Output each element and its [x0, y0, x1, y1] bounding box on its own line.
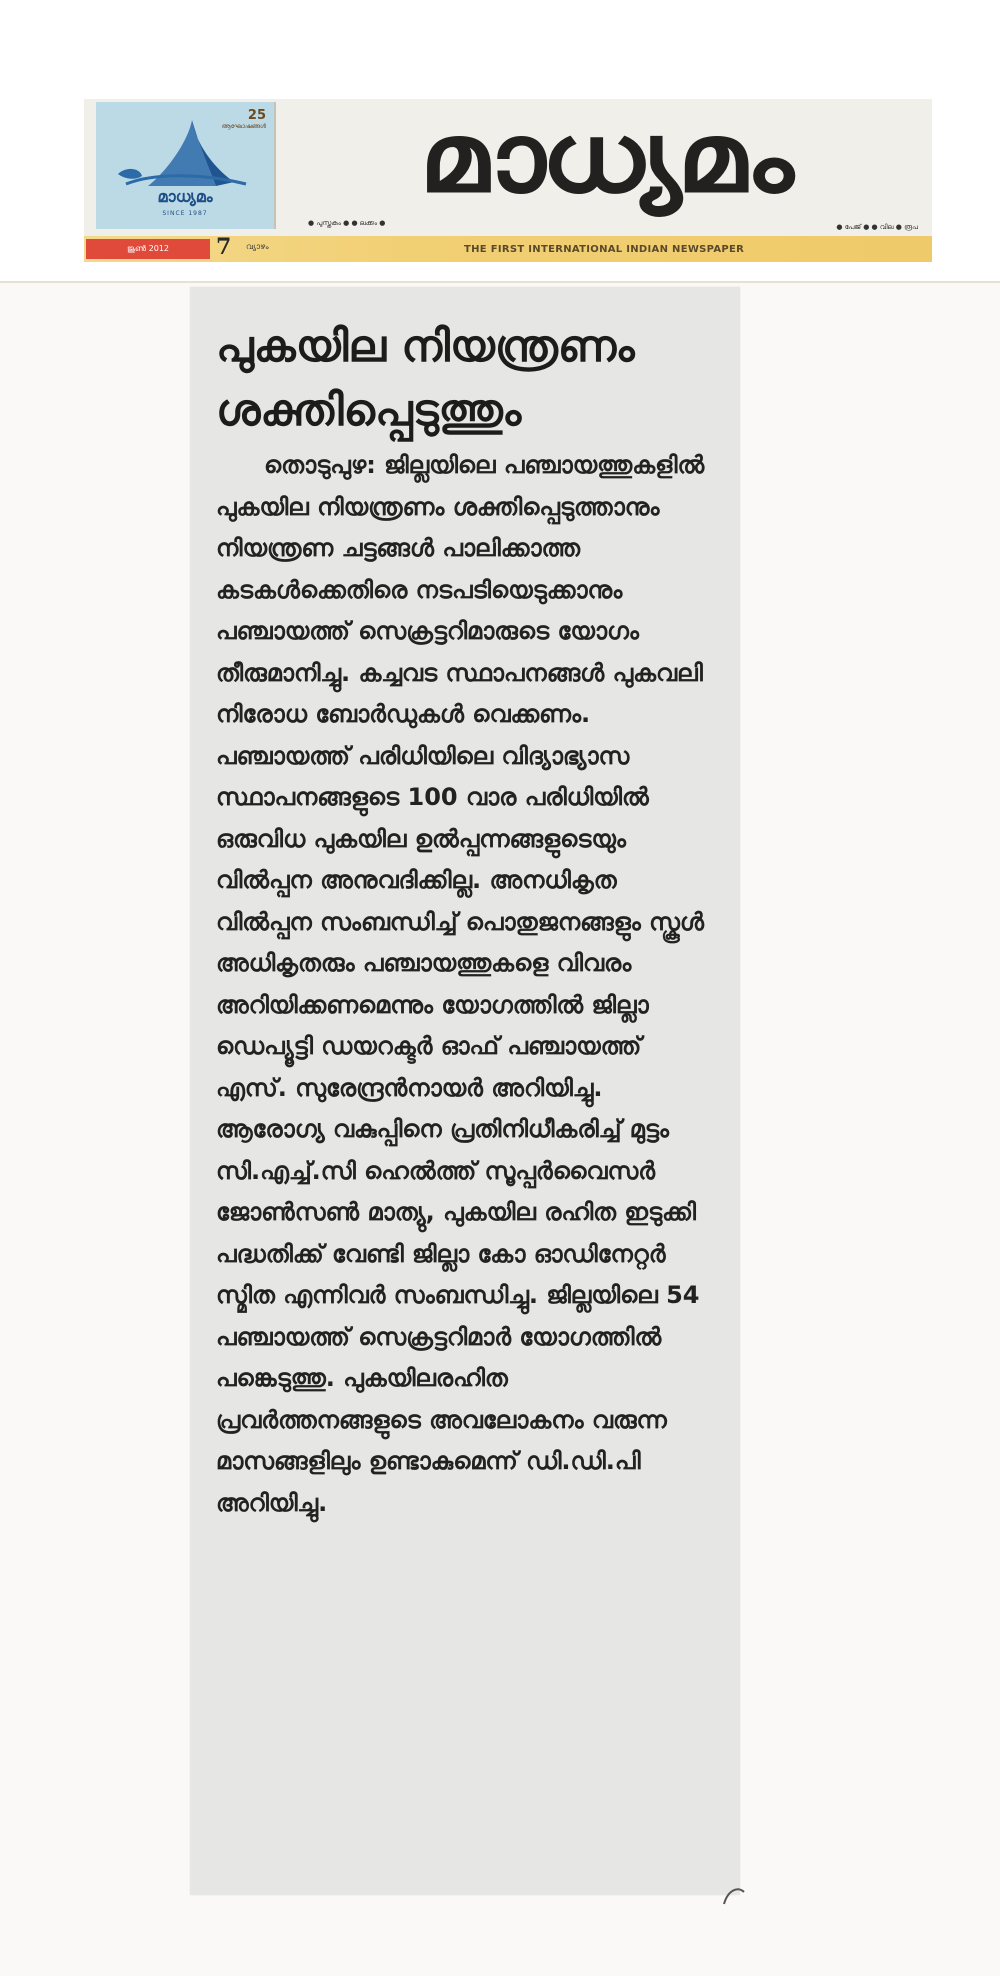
anniversary-number: 25: [247, 108, 266, 123]
issue-day: വ്യാഴം: [246, 242, 269, 251]
issue-date: ജൂൺ 2012: [86, 239, 210, 259]
pen-mark-icon: [720, 1880, 750, 1910]
masthead-tagline: THE FIRST INTERNATIONAL INDIAN NEWSPAPER: [464, 244, 745, 255]
news-clipping: [190, 287, 740, 1895]
article-body-paragraph: [216, 445, 714, 1524]
article-body-text: തൊടുപുഴ: ജില്ലയിലെ പഞ്ചായത്തുകളിൽ പുകയില നിയന്ത്രണം ശക്തിപ്പെടുത്താനും നിയന്ത്രണ ചട്ടങ്ങൾ പാലിക്കാത്ത കടകൾക്കെതിരെ നടപടിയെടുക്കാനും പഞ്ചായത്ത് സെക്രട്ടറിമാരുടെ യോഗം തീരുമാനിച്ചു. കച്ചവട സ്ഥാപനങ്ങൾ പുകവലി നിരോധ ബോർഡുകൾ വെക്കണം. പഞ്ചായത്ത് പരിധിയിലെ വിദ്യാഭ്യാസ സ്ഥാപനങ്ങളുടെ 100 വാര പരിധിയിൽ ഒരുവിധ പുകയില ഉൽപ്പന്നങ്ങളുടെയും വിൽപ്പന അനുവദിക്കില്ല. അനധികൃത വിൽപ്പന സംബന്ധിച്ച് പൊതുജനങ്ങളും സ്കൂൾ അധികൃതരും പഞ്ചായത്തുകളെ വിവരം അറിയിക്കണമെന്നും യോഗത്തിൽ ജില്ലാ ഡെപ്യൂട്ടി ഡയറക്ടർ ഓഫ് പഞ്ചായത്ത് എസ്. സുരേന്ദ്രൻനായർ അറിയിച്ചു. ആരോഗ്യ വകുപ്പിനെ പ്രതിനിധീകരിച്ച് മുട്ടം സി.എച്ച്.സി ഹെൽത്ത് സൂപ്പർവൈസർ ജോൺസൺ മാത്യു, പുകയില രഹിത ഇടുക്കി പദ്ധതിക്ക് വേണ്ടി ജില്ലാ കോ ഓഡിനേറ്റർ സ്മിത എന്നിവർ സംബന്ധിച്ചു. ജില്ലയിലെ 54 പഞ്ചായത്ത് സെക്രട്ടറിമാർ യോഗത്തിൽ പങ്കെടുത്തു. പുകയിലരഹിത പ്രവർത്തനങ്ങളുടെ അവലോകനം വരുന്ന മാസങ്ങളിലും ഉണ്ടാകുമെന്ന് ഡി.ഡി.പി അറിയിച്ചു.: [216, 451, 705, 1517]
headline-line-2: ശക്തിപ്പെടുത്തും: [216, 385, 522, 436]
issue-info-left: ● പുസ്തകം ● ● ലക്കം ●: [308, 219, 386, 227]
newspaper-masthead: [84, 99, 932, 262]
page-number: 7: [216, 234, 232, 260]
issue-info-right: ● പേജ് ● ● വില ● രൂപ: [836, 223, 918, 231]
newspaper-title: മാധ്യമം: [419, 102, 789, 214]
logo-name: മാധ്യമം: [157, 187, 213, 206]
masthead-bottom-bar: [84, 236, 932, 262]
anniversary-text: ആഘോഷങ്ങൾ: [221, 123, 266, 130]
headline-line-1: പുകയില നിയന്ത്രണം: [216, 321, 635, 372]
article-headline: [216, 315, 726, 443]
logo-since: SINCE 1987: [162, 210, 208, 217]
